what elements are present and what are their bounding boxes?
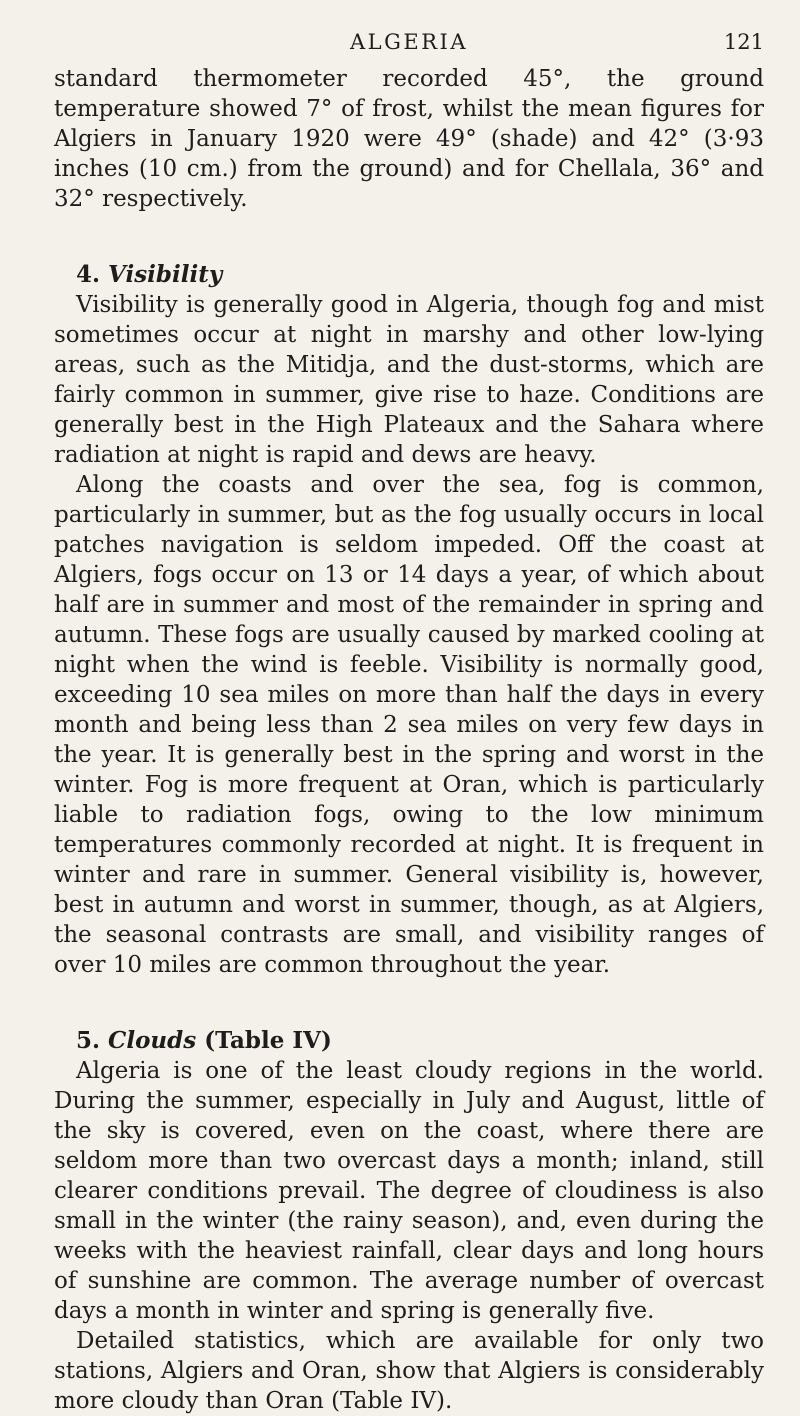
intro-paragraph: standard thermometer recorded 45°, the ground temperature showed 7° of frost, whilst the mean figures for Algiers in January 1920 were 49° (shade) and 42° (3·93 inches (10 cm.) from the ground) and for Chellala, 36° and 32° respectively. xyxy=(54,66,764,212)
section-spacer xyxy=(54,980,764,1026)
visibility-paragraph-2: Along the coasts and over the sea, fog is common, particularly in summer, but as the fog usually occurs in local patches navigation is seldom impeded. Off the coast at Algiers, fogs occur on 13 or 14 days a year, of which about half are in summer and most of the remainder in spring and autumn. These fogs are usually caused by marked cooling at night when the wind is feeble. Visibility is normally good, exceeding 10 sea miles on more than half the days in every month and being less than 2 sea miles on very few days in the year. It is generally best in the spring and worst in the winter. Fog is more frequent at Oran, which is particularly liable to radiation fogs, owing to the low minimum temperatures commonly recorded at night. It is frequent in winter and rare in summer. General visibility is, however, best in autumn and worst in summer, though, as at Algiers, the seasonal contrasts are small, and visibility ranges of over 10 miles are common throughout the year. xyxy=(54,472,764,978)
clouds-paragraph-2: Detailed statistics, which are available for only two stations, Algiers and Oran, show that Algiers is considerably more cloudy than Oran (Table IV). xyxy=(54,1328,764,1414)
clouds-heading xyxy=(54,1026,764,1056)
clouds-section-title: Clouds xyxy=(108,1027,197,1054)
visibility-section-number: 4. xyxy=(76,261,101,288)
clouds-paragraph-1: Algeria is one of the least cloudy regions in the world. During the summer, especially in July and August, little of the sky is covered, even on the coast, where there are seldom more than two overcast days a month; inland, still clearer conditions prevail. The degree of cloudiness is also small in the winter (the rainy season), and, even during the weeks with the heaviest rainfall, clear days and long hours of sunshine are common. The average number of overcast days a month in winter and spring is generally five. xyxy=(54,1058,764,1324)
running-head xyxy=(54,0,764,64)
visibility-heading xyxy=(54,260,764,290)
page-number: 121 xyxy=(723,30,764,54)
clouds-section-number: 5. xyxy=(76,1027,101,1054)
visibility-section-title: Visibility xyxy=(108,261,223,288)
clouds-table-reference: (Table IV) xyxy=(204,1027,332,1054)
section-spacer xyxy=(54,214,764,260)
running-title: ALGERIA xyxy=(350,30,468,54)
book-page xyxy=(54,0,764,1414)
visibility-paragraph-1: Visibility is generally good in Algeria, though fog and mist sometimes occur at night in marshy and other low-lying areas, such as the Mitidja, and the dust-storms, which are fairly common in summer, give rise to haze. Conditions are generally best in the High Plateaux and the Sahara where radiation at night is rapid and dews are heavy. xyxy=(54,292,764,468)
